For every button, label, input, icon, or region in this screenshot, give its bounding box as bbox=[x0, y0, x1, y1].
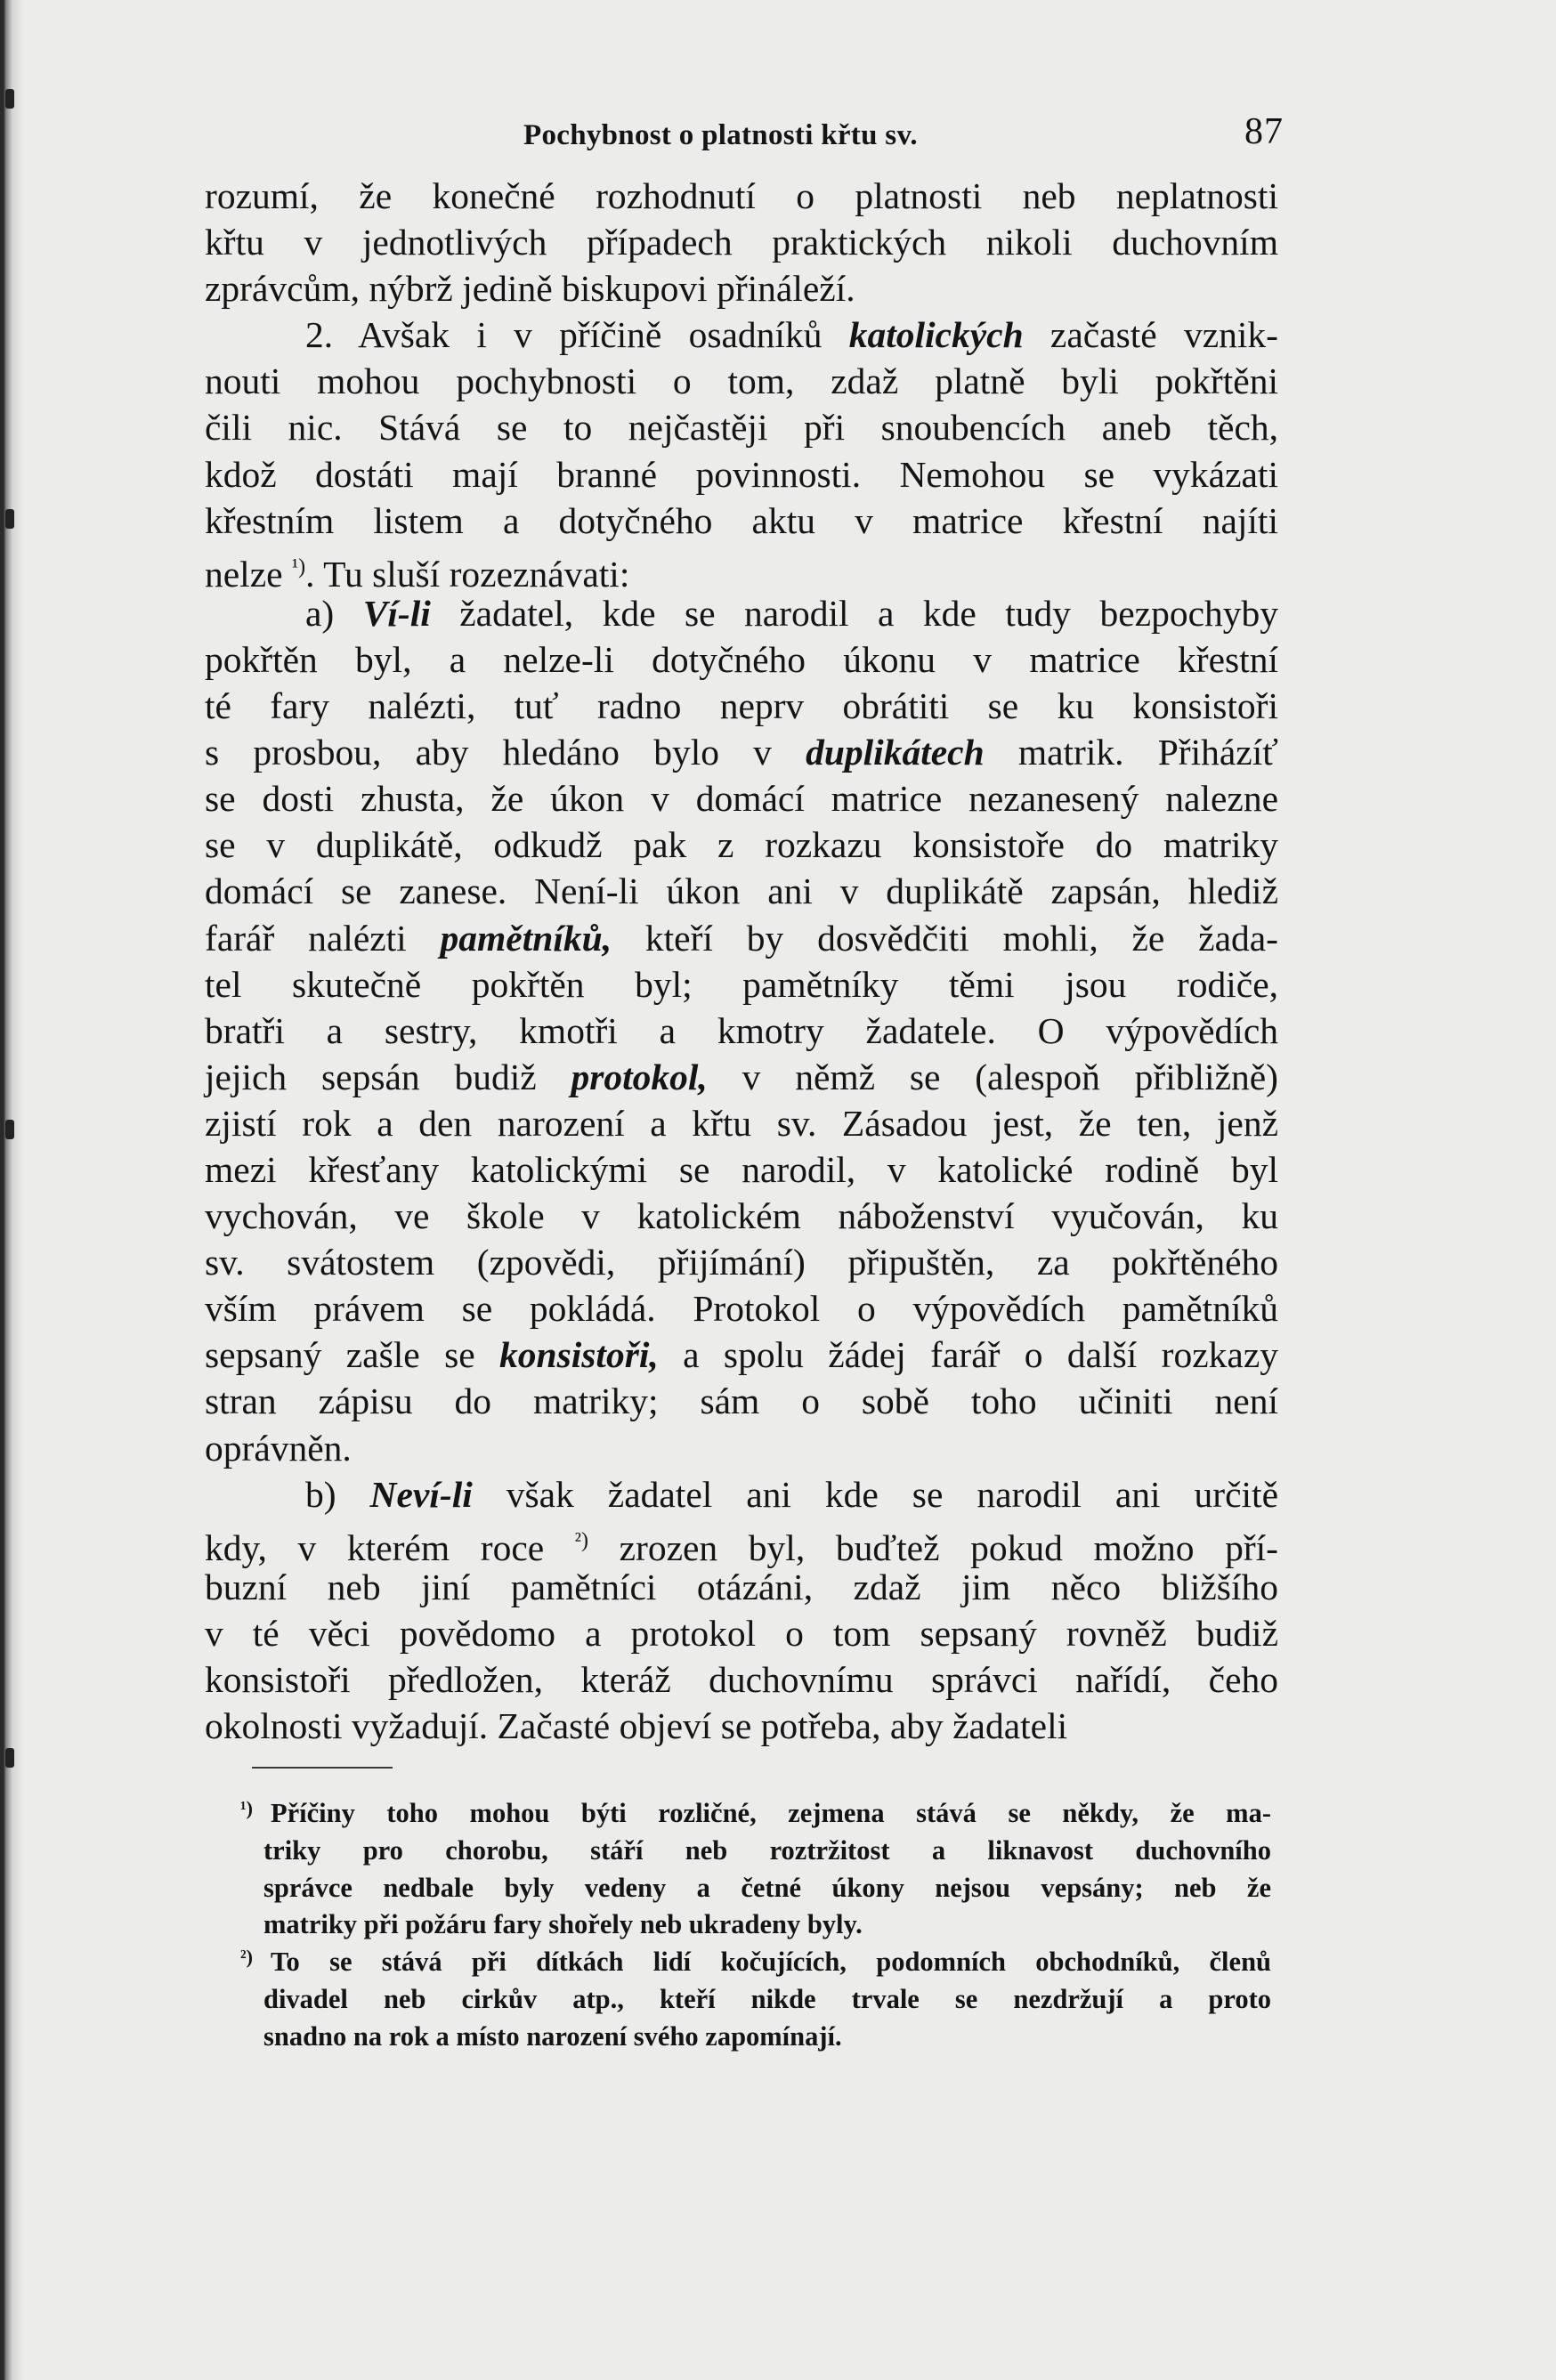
text-line: kdy, v kterém roce $^{^2)}$ zrozen byl, buďtež pokud možno pří- bbox=[205, 1526, 1278, 1568]
text-line: v té věci povědomo a protokol o tom sepsaný rovněž budiž bbox=[205, 1612, 1278, 1654]
footnote-line: divadel neb cirkův atp., kteří nikde trvale se nezdržují a proto bbox=[263, 1983, 1271, 2014]
footnote-marker: ¹) bbox=[240, 1797, 253, 1819]
page-binding-edge bbox=[0, 0, 23, 2380]
text-line: konsistoři předložen, kteráž duchovnímu správci nařídí, čeho bbox=[205, 1659, 1278, 1700]
text-line: bratři a sestry, kmotři a kmotry žadatele. O výpovědích bbox=[205, 1009, 1278, 1051]
text-line: s prosbou, aby hledáno bylo v duplikátech matrik. Přiházíť bbox=[205, 732, 1278, 773]
text-line: se v duplikátě, odkudž pak z rozkazu konsistoře do matriky bbox=[205, 824, 1278, 866]
text-line: jejich sepsán budiž protokol, v němž se (alespoň přibližně) bbox=[205, 1056, 1278, 1097]
text-line: oprávněn. bbox=[205, 1427, 352, 1469]
text-line: buzní neb jiní pamětníci otázáni, zdaž jim něco bližšího bbox=[205, 1566, 1278, 1607]
edge-mark bbox=[5, 89, 14, 109]
footnote-1 bbox=[240, 1795, 1271, 1944]
text-line: zprávcům, nýbrž jedině biskupovi přináleží. bbox=[205, 268, 855, 310]
footnote-line: snadno na rok a místo narození svého zapomínají. bbox=[263, 2020, 842, 2052]
italic-term: pamětníků, bbox=[440, 917, 612, 959]
italic-term: katolických bbox=[848, 314, 1024, 356]
text-line: stran zápisu do matriky; sám o sobě toho učiniti není bbox=[205, 1380, 1278, 1422]
footnote-ref: ¹) bbox=[291, 555, 306, 579]
text-line: pokřtěn byl, a nelze-li dotyčného úkonu v matrice křestní bbox=[205, 638, 1278, 680]
text-line: čili nic. Stává se to nejčastěji při snoubencích aneb těch, bbox=[205, 407, 1278, 449]
text-line: okolnosti vyžadují. Začasté objeví se potřeba, aby žadateli bbox=[205, 1705, 1068, 1747]
main-text bbox=[205, 173, 1278, 1749]
footnote-ref: ²) bbox=[574, 1528, 588, 1552]
text-line: se dosti zhusta, že úkon v domácí matrice nezanesený nalezne bbox=[205, 778, 1278, 820]
text-line: vychován, ve škole v katolickém náboženství vyučován, ku bbox=[205, 1195, 1278, 1237]
text-line: a) Ví-li žadatel, kde se narodil a kde tudy bezpochyby bbox=[305, 592, 1278, 634]
edge-mark bbox=[5, 509, 14, 529]
text-line: té fary nalézti, tuť radno neprv obrátiti se ku konsistoři bbox=[205, 685, 1278, 727]
footnote-line: triky pro chorobu, stáří neb roztržitost a liknavost duchovního bbox=[263, 1834, 1271, 1866]
text-line: vším právem se pokládá. Protokol o výpovědích pamětníků bbox=[205, 1288, 1278, 1330]
italic-term: duplikátech bbox=[806, 732, 985, 773]
footnote-line: správce nedbale byly vedeny a četné úkony nejsou vepsány; neb že bbox=[263, 1872, 1271, 1903]
text-line: farář nalézti pamětníků, kteří by dosvědčiti mohli, že žada- bbox=[205, 917, 1278, 959]
text-line: křestním listem a dotyčného aktu v matrice křestní najíti bbox=[205, 499, 1278, 541]
text-line: mezi křesťany katolickými se narodil, v katolické rodině byl bbox=[205, 1148, 1278, 1190]
text-line: sv. svátostem (zpovědi, přijímání) připuštěn, za pokřtěného bbox=[205, 1242, 1278, 1283]
footnote-marker: ²) bbox=[240, 1946, 253, 1969]
italic-term: Ví-li bbox=[362, 592, 431, 634]
text-line: zjistí rok a den narození a křtu sv. Zásadou jest, že ten, jenž bbox=[205, 1102, 1278, 1144]
italic-term: protokol, bbox=[571, 1056, 708, 1097]
text-line: rozumí, že konečné rozhodnutí o platnosti neb neplatnosti bbox=[205, 175, 1278, 216]
text-line: 2. Avšak i v příčině osadníků katolických začasté vznik- bbox=[305, 314, 1278, 356]
text-line: nelze $^{^1)}$. Tu sluší rozeznávati: bbox=[205, 553, 630, 595]
footnote-line: To se stává při dítkách lidí kočujících, podomních obchodníků, členů bbox=[271, 1947, 1271, 1978]
italic-term: Neví-li bbox=[369, 1473, 473, 1515]
running-title: Pochybnost o platnosti křtu sv. bbox=[523, 119, 918, 151]
text-line: křtu v jednotlivých případech praktických nikoli duchovním bbox=[205, 222, 1278, 263]
edge-mark bbox=[5, 1748, 14, 1768]
text-line: b) Neví-li však žadatel ani kde se narodil ani určitě bbox=[305, 1473, 1278, 1515]
footnote-line: Příčiny toho mohou býti rozličné, zejmena stává se někdy, že ma- bbox=[271, 1798, 1271, 1828]
text-line: sepsaný zašle se konsistoři, a spolu žádej farář o další rozkazy bbox=[205, 1334, 1278, 1376]
edge-mark bbox=[5, 1120, 14, 1139]
footnote-line: matriky při požáru fary shořely neb ukradeny byly. bbox=[263, 1909, 863, 1940]
footnotes bbox=[240, 1795, 1271, 2056]
text-line: tel skutečně pokřtěn byl; pamětníky těmi jsou rodiče, bbox=[205, 963, 1278, 1005]
text-line: domácí se zanese. Není-li úkon ani v duplikátě zapsán, hlediž bbox=[205, 870, 1278, 912]
page-number: 87 bbox=[1244, 111, 1284, 152]
footnote-divider bbox=[252, 1767, 393, 1769]
footnote-2 bbox=[240, 1944, 1271, 2055]
italic-term: konsistoři, bbox=[499, 1334, 659, 1376]
text-line: kdož dostáti mají branné povinnosti. Nemohou se vykázati bbox=[205, 453, 1278, 495]
text-line: nouti mohou pochybnosti o tom, zdaž platně byli pokřtěni bbox=[205, 360, 1278, 402]
